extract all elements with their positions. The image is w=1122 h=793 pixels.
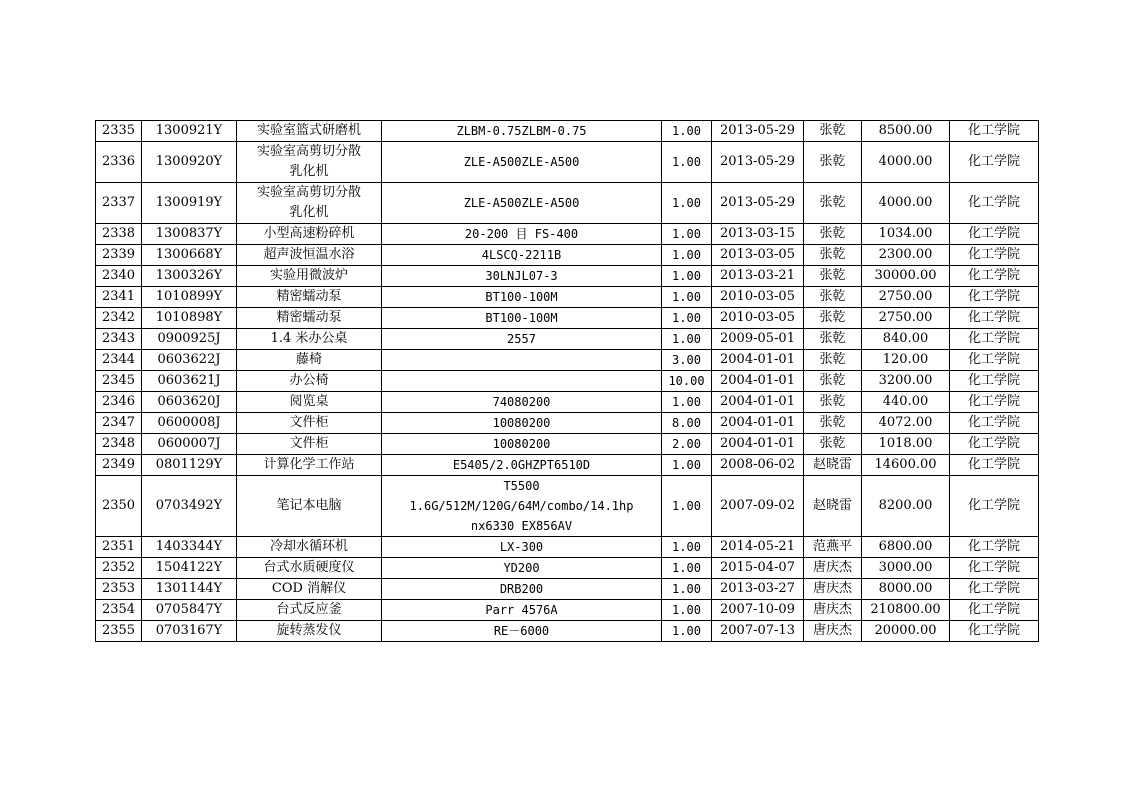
cell-custodian: 张乾: [804, 350, 862, 371]
cell-asset-code: 1504122Y: [142, 558, 237, 579]
cell-no: 2349: [96, 455, 142, 476]
cell-purchase-date: 2004-01-01: [712, 434, 804, 455]
cell-purchase-date: 2013-05-29: [712, 142, 804, 183]
cell-department: 化工学院: [950, 537, 1039, 558]
cell-quantity: 1.00: [662, 392, 712, 413]
cell-no: 2345: [96, 371, 142, 392]
cell-custodian: 张乾: [804, 392, 862, 413]
cell-no: 2347: [96, 413, 142, 434]
cell-quantity: 1.00: [662, 558, 712, 579]
table-row: [96, 245, 1039, 266]
cell-department: 化工学院: [950, 455, 1039, 476]
cell-department: 化工学院: [950, 413, 1039, 434]
cell-quantity: 1.00: [662, 183, 712, 224]
cell-no: 2336: [96, 142, 142, 183]
cell-equipment-name: 笔记本电脑: [237, 476, 382, 537]
cell-quantity: 1.00: [662, 455, 712, 476]
cell-purchase-date: 2010-03-05: [712, 308, 804, 329]
cell-asset-code: 1010899Y: [142, 287, 237, 308]
cell-no: 2335: [96, 121, 142, 142]
cell-department: 化工学院: [950, 392, 1039, 413]
cell-model: T5500 1.6G/512M/120G/64M/combo/14.1hp nx6330 EX856AV: [382, 476, 662, 537]
cell-quantity: 1.00: [662, 121, 712, 142]
cell-purchase-date: 2013-03-05: [712, 245, 804, 266]
cell-no: 2337: [96, 183, 142, 224]
cell-equipment-name: 冷却水循环机: [237, 537, 382, 558]
cell-model: LX-300: [382, 537, 662, 558]
cell-asset-code: 1300921Y: [142, 121, 237, 142]
cell-equipment-name: 文件柜: [237, 434, 382, 455]
cell-price: 30000.00: [862, 266, 950, 287]
cell-price: 840.00: [862, 329, 950, 350]
cell-asset-code: 1300326Y: [142, 266, 237, 287]
cell-no: 2340: [96, 266, 142, 287]
table-row: [96, 434, 1039, 455]
cell-price: 2750.00: [862, 308, 950, 329]
cell-custodian: 张乾: [804, 308, 862, 329]
table-row: [96, 537, 1039, 558]
cell-quantity: 1.00: [662, 245, 712, 266]
cell-department: 化工学院: [950, 350, 1039, 371]
cell-department: 化工学院: [950, 558, 1039, 579]
cell-purchase-date: 2008-06-02: [712, 455, 804, 476]
cell-custodian: 张乾: [804, 183, 862, 224]
cell-department: 化工学院: [950, 476, 1039, 537]
cell-purchase-date: 2004-01-01: [712, 371, 804, 392]
cell-custodian: 张乾: [804, 413, 862, 434]
cell-custodian: 范燕平: [804, 537, 862, 558]
cell-equipment-name: COD 消解仪: [237, 579, 382, 600]
cell-custodian: 张乾: [804, 224, 862, 245]
cell-model: ZLBM-0.75ZLBM-0.75: [382, 121, 662, 142]
cell-no: 2341: [96, 287, 142, 308]
cell-price: 3200.00: [862, 371, 950, 392]
cell-model: YD200: [382, 558, 662, 579]
cell-equipment-name: 小型高速粉碎机: [237, 224, 382, 245]
cell-model: DRB200: [382, 579, 662, 600]
cell-equipment-name: 文件柜: [237, 413, 382, 434]
cell-price: 2750.00: [862, 287, 950, 308]
cell-quantity: 1.00: [662, 537, 712, 558]
cell-model: E5405/2.0GHZPT6510D: [382, 455, 662, 476]
cell-quantity: 1.00: [662, 329, 712, 350]
cell-price: 1034.00: [862, 224, 950, 245]
table-row: [96, 287, 1039, 308]
cell-custodian: 张乾: [804, 245, 862, 266]
cell-equipment-name: 台式反应釜: [237, 600, 382, 621]
cell-equipment-name: 计算化学工作站: [237, 455, 382, 476]
cell-department: 化工学院: [950, 600, 1039, 621]
cell-purchase-date: 2014-05-21: [712, 537, 804, 558]
cell-purchase-date: 2015-04-07: [712, 558, 804, 579]
cell-quantity: 1.00: [662, 142, 712, 183]
cell-purchase-date: 2013-03-27: [712, 579, 804, 600]
cell-purchase-date: 2013-03-21: [712, 266, 804, 287]
cell-custodian: 张乾: [804, 142, 862, 183]
table-row: [96, 121, 1039, 142]
cell-department: 化工学院: [950, 245, 1039, 266]
cell-quantity: 1.00: [662, 476, 712, 537]
cell-custodian: 唐庆杰: [804, 579, 862, 600]
table-row: [96, 621, 1039, 642]
cell-no: 2353: [96, 579, 142, 600]
cell-quantity: 1.00: [662, 266, 712, 287]
equipment-table-body: [96, 121, 1039, 642]
cell-equipment-name: 台式水质硬度仪: [237, 558, 382, 579]
cell-model: BT100-100M: [382, 308, 662, 329]
cell-no: 2339: [96, 245, 142, 266]
cell-equipment-name: 精密蠕动泵: [237, 287, 382, 308]
table-row: [96, 476, 1039, 537]
cell-no: 2352: [96, 558, 142, 579]
table-row: [96, 266, 1039, 287]
table-row: [96, 455, 1039, 476]
cell-no: 2346: [96, 392, 142, 413]
cell-price: 1018.00: [862, 434, 950, 455]
cell-department: 化工学院: [950, 224, 1039, 245]
cell-asset-code: 0600008J: [142, 413, 237, 434]
cell-model: Parr 4576A: [382, 600, 662, 621]
cell-asset-code: 0603621J: [142, 371, 237, 392]
cell-no: 2354: [96, 600, 142, 621]
cell-custodian: 张乾: [804, 434, 862, 455]
cell-no: 2351: [96, 537, 142, 558]
cell-purchase-date: 2004-01-01: [712, 350, 804, 371]
table-row: [96, 142, 1039, 183]
cell-asset-code: 1403344Y: [142, 537, 237, 558]
cell-asset-code: 1300668Y: [142, 245, 237, 266]
cell-equipment-name: 实验室高剪切分散 乳化机: [237, 183, 382, 224]
cell-no: 2344: [96, 350, 142, 371]
cell-asset-code: 1010898Y: [142, 308, 237, 329]
table-row: [96, 413, 1039, 434]
cell-equipment-name: 精密蠕动泵: [237, 308, 382, 329]
cell-custodian: 唐庆杰: [804, 558, 862, 579]
cell-department: 化工学院: [950, 266, 1039, 287]
table-row: [96, 392, 1039, 413]
cell-custodian: 张乾: [804, 266, 862, 287]
cell-model: [382, 371, 662, 392]
cell-price: 8200.00: [862, 476, 950, 537]
cell-price: 6800.00: [862, 537, 950, 558]
cell-custodian: 张乾: [804, 287, 862, 308]
cell-department: 化工学院: [950, 329, 1039, 350]
cell-equipment-name: 藤椅: [237, 350, 382, 371]
cell-equipment-name: 旋转蒸发仪: [237, 621, 382, 642]
cell-model: 10080200: [382, 434, 662, 455]
cell-department: 化工学院: [950, 621, 1039, 642]
cell-purchase-date: 2007-09-02: [712, 476, 804, 537]
cell-price: 14600.00: [862, 455, 950, 476]
table-row: [96, 600, 1039, 621]
cell-asset-code: 0801129Y: [142, 455, 237, 476]
table-row: [96, 371, 1039, 392]
cell-price: 20000.00: [862, 621, 950, 642]
cell-equipment-name: 1.4 米办公桌: [237, 329, 382, 350]
cell-custodian: 唐庆杰: [804, 600, 862, 621]
cell-department: 化工学院: [950, 308, 1039, 329]
cell-price: 8500.00: [862, 121, 950, 142]
cell-price: 210800.00: [862, 600, 950, 621]
cell-asset-code: 0603620J: [142, 392, 237, 413]
cell-quantity: 1.00: [662, 224, 712, 245]
table-row: [96, 224, 1039, 245]
cell-custodian: 张乾: [804, 121, 862, 142]
cell-quantity: 1.00: [662, 287, 712, 308]
table-row: [96, 308, 1039, 329]
table-row: [96, 558, 1039, 579]
cell-no: 2342: [96, 308, 142, 329]
cell-price: 4000.00: [862, 183, 950, 224]
cell-custodian: 张乾: [804, 329, 862, 350]
cell-model: 74080200: [382, 392, 662, 413]
cell-asset-code: 0600007J: [142, 434, 237, 455]
cell-asset-code: 0703167Y: [142, 621, 237, 642]
cell-price: 4072.00: [862, 413, 950, 434]
cell-quantity: 1.00: [662, 308, 712, 329]
cell-model: 30LNJL07-3: [382, 266, 662, 287]
cell-model: 2557: [382, 329, 662, 350]
cell-custodian: 赵晓雷: [804, 476, 862, 537]
cell-department: 化工学院: [950, 434, 1039, 455]
cell-model: 20-200 目 FS-400: [382, 224, 662, 245]
cell-department: 化工学院: [950, 579, 1039, 600]
cell-no: 2338: [96, 224, 142, 245]
cell-price: 3000.00: [862, 558, 950, 579]
cell-purchase-date: 2013-05-29: [712, 121, 804, 142]
cell-purchase-date: 2013-03-15: [712, 224, 804, 245]
cell-quantity: 2.00: [662, 434, 712, 455]
cell-department: 化工学院: [950, 371, 1039, 392]
cell-quantity: 1.00: [662, 600, 712, 621]
cell-quantity: 1.00: [662, 579, 712, 600]
cell-purchase-date: 2004-01-01: [712, 392, 804, 413]
cell-asset-code: 0705847Y: [142, 600, 237, 621]
cell-no: 2348: [96, 434, 142, 455]
cell-asset-code: 1301144Y: [142, 579, 237, 600]
cell-asset-code: 0703492Y: [142, 476, 237, 537]
table-row: [96, 329, 1039, 350]
cell-custodian: 张乾: [804, 371, 862, 392]
cell-asset-code: 1300919Y: [142, 183, 237, 224]
cell-no: 2343: [96, 329, 142, 350]
cell-quantity: 8.00: [662, 413, 712, 434]
table-row: [96, 183, 1039, 224]
cell-custodian: 唐庆杰: [804, 621, 862, 642]
cell-purchase-date: 2010-03-05: [712, 287, 804, 308]
cell-asset-code: 1300920Y: [142, 142, 237, 183]
cell-no: 2355: [96, 621, 142, 642]
cell-equipment-name: 超声波恒温水浴: [237, 245, 382, 266]
cell-purchase-date: 2007-10-09: [712, 600, 804, 621]
cell-model: [382, 350, 662, 371]
cell-department: 化工学院: [950, 183, 1039, 224]
cell-asset-code: 0603622J: [142, 350, 237, 371]
cell-price: 440.00: [862, 392, 950, 413]
cell-price: 4000.00: [862, 142, 950, 183]
cell-equipment-name: 实验室篮式研磨机: [237, 121, 382, 142]
cell-model: ZLE-A500ZLE-A500: [382, 142, 662, 183]
cell-model: 4LSCQ-2211B: [382, 245, 662, 266]
cell-model: BT100-100M: [382, 287, 662, 308]
cell-equipment-name: 办公椅: [237, 371, 382, 392]
cell-purchase-date: 2004-01-01: [712, 413, 804, 434]
cell-model: RE－6000: [382, 621, 662, 642]
cell-quantity: 10.00: [662, 371, 712, 392]
cell-department: 化工学院: [950, 121, 1039, 142]
cell-purchase-date: 2009-05-01: [712, 329, 804, 350]
cell-equipment-name: 阅览桌: [237, 392, 382, 413]
cell-asset-code: 0900925J: [142, 329, 237, 350]
cell-price: 8000.00: [862, 579, 950, 600]
cell-asset-code: 1300837Y: [142, 224, 237, 245]
equipment-table: [95, 120, 1039, 642]
cell-purchase-date: 2013-05-29: [712, 183, 804, 224]
table-row: [96, 350, 1039, 371]
cell-model: 10080200: [382, 413, 662, 434]
cell-department: 化工学院: [950, 287, 1039, 308]
cell-equipment-name: 实验用微波炉: [237, 266, 382, 287]
cell-price: 120.00: [862, 350, 950, 371]
cell-equipment-name: 实验室高剪切分散 乳化机: [237, 142, 382, 183]
cell-no: 2350: [96, 476, 142, 537]
cell-quantity: 3.00: [662, 350, 712, 371]
cell-quantity: 1.00: [662, 621, 712, 642]
cell-model: ZLE-A500ZLE-A500: [382, 183, 662, 224]
table-row: [96, 579, 1039, 600]
cell-price: 2300.00: [862, 245, 950, 266]
cell-department: 化工学院: [950, 142, 1039, 183]
cell-purchase-date: 2007-07-13: [712, 621, 804, 642]
cell-custodian: 赵晓雷: [804, 455, 862, 476]
